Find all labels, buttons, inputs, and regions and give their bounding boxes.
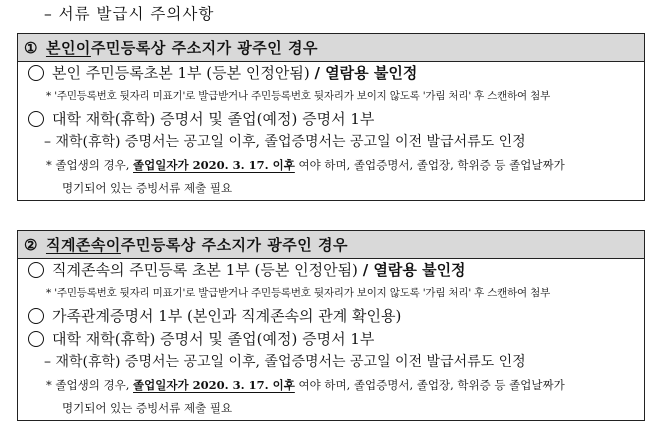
section1-number: ① — [24, 38, 38, 57]
section1-title-rest: 주민등록상 주소지가 광주인 경우 — [90, 39, 318, 57]
section2-item-resident-abstract — [18, 259, 644, 282]
item-text: 대학 재학(휴학) 증명서 및 졸업(예정) 증명서 1부 — [52, 110, 375, 128]
section1-graduate-note — [18, 154, 644, 177]
section1-item-university-certificate — [18, 108, 644, 131]
section1-note-masking: * '주민등록번호 뒷자리 미표기'로 발급받거나 주민등록번호 뒷자리가 보이지 않도록 '가림 처리' 후 스캔하여 첨부 — [46, 90, 551, 102]
note-suffix: 여야 하며, 졸업증명서, 졸업장, 학위증 등 졸업날짜가 — [294, 158, 565, 172]
section1-box — [17, 33, 645, 201]
note-suffix: 여야 하며, 졸업증명서, 졸업장, 학위증 등 졸업날짜가 — [294, 378, 565, 392]
section2-title-underlined: 직계존속이 — [45, 236, 121, 254]
circle-bullet-icon — [28, 65, 44, 81]
item-text: 직계존속의 주민등록 초본 1부 (등본 인정안됨) — [52, 261, 363, 279]
item-text: 가족관계증명서 1부 (본인과 직계존속의 관계 확인용) — [52, 307, 402, 325]
item-bold-text: / 열람용 불인정 — [314, 64, 418, 82]
note-date-highlight: 졸업일자가 2020. 3. 17. 이후 — [133, 158, 295, 172]
section2-graduate-note — [18, 374, 644, 397]
section1-graduate-note-continued: 명기되어 있는 증빙서류 제출 필요 — [62, 181, 233, 195]
circle-bullet-icon — [28, 111, 44, 127]
item-bold-text: / 열람용 불인정 — [362, 261, 466, 279]
section1-title-underlined: 본인이 — [45, 39, 91, 57]
section2-dash-note: – 재학(휴학) 증명서는 공고일 이후, 졸업증명서는 공고일 이전 발급서류도 인정 — [44, 354, 526, 370]
section1-dash-note: – 재학(휴학) 증명서는 공고일 이후, 졸업증명서는 공고일 이전 발급서류도 인정 — [44, 134, 526, 150]
section2-graduate-note-continued: 명기되어 있는 증빙서류 제출 필요 — [62, 401, 233, 415]
section1-header — [18, 34, 644, 62]
section-heading: – 서류 발급시 주의사항 — [44, 5, 215, 23]
note-prefix: * 졸업생의 경우, — [46, 158, 134, 172]
note-prefix: * 졸업생의 경우, — [46, 378, 134, 392]
section2-item-university-certificate — [18, 328, 644, 351]
circle-bullet-icon — [28, 308, 44, 324]
section1-item-resident-abstract — [18, 62, 644, 85]
circle-bullet-icon — [28, 331, 44, 347]
section2-number: ② — [24, 235, 38, 254]
section2-note-masking: * '주민등록번호 뒷자리 미표기'로 발급받거나 주민등록번호 뒷자리가 보이지 않도록 '가림 처리' 후 스캔하여 첨부 — [46, 287, 551, 299]
note-date-highlight: 졸업일자가 2020. 3. 17. 이후 — [133, 378, 295, 392]
section2-title-rest: 주민등록상 주소지가 광주인 경우 — [120, 236, 348, 254]
item-text: 대학 재학(휴학) 증명서 및 졸업(예정) 증명서 1부 — [52, 330, 375, 348]
item-text: 본인 주민등록초본 1부 (등본 인정안됨) — [52, 64, 315, 82]
section2-item-family-certificate — [18, 305, 644, 328]
circle-bullet-icon — [28, 262, 44, 278]
section2-box — [17, 230, 645, 421]
section2-header — [18, 231, 644, 259]
